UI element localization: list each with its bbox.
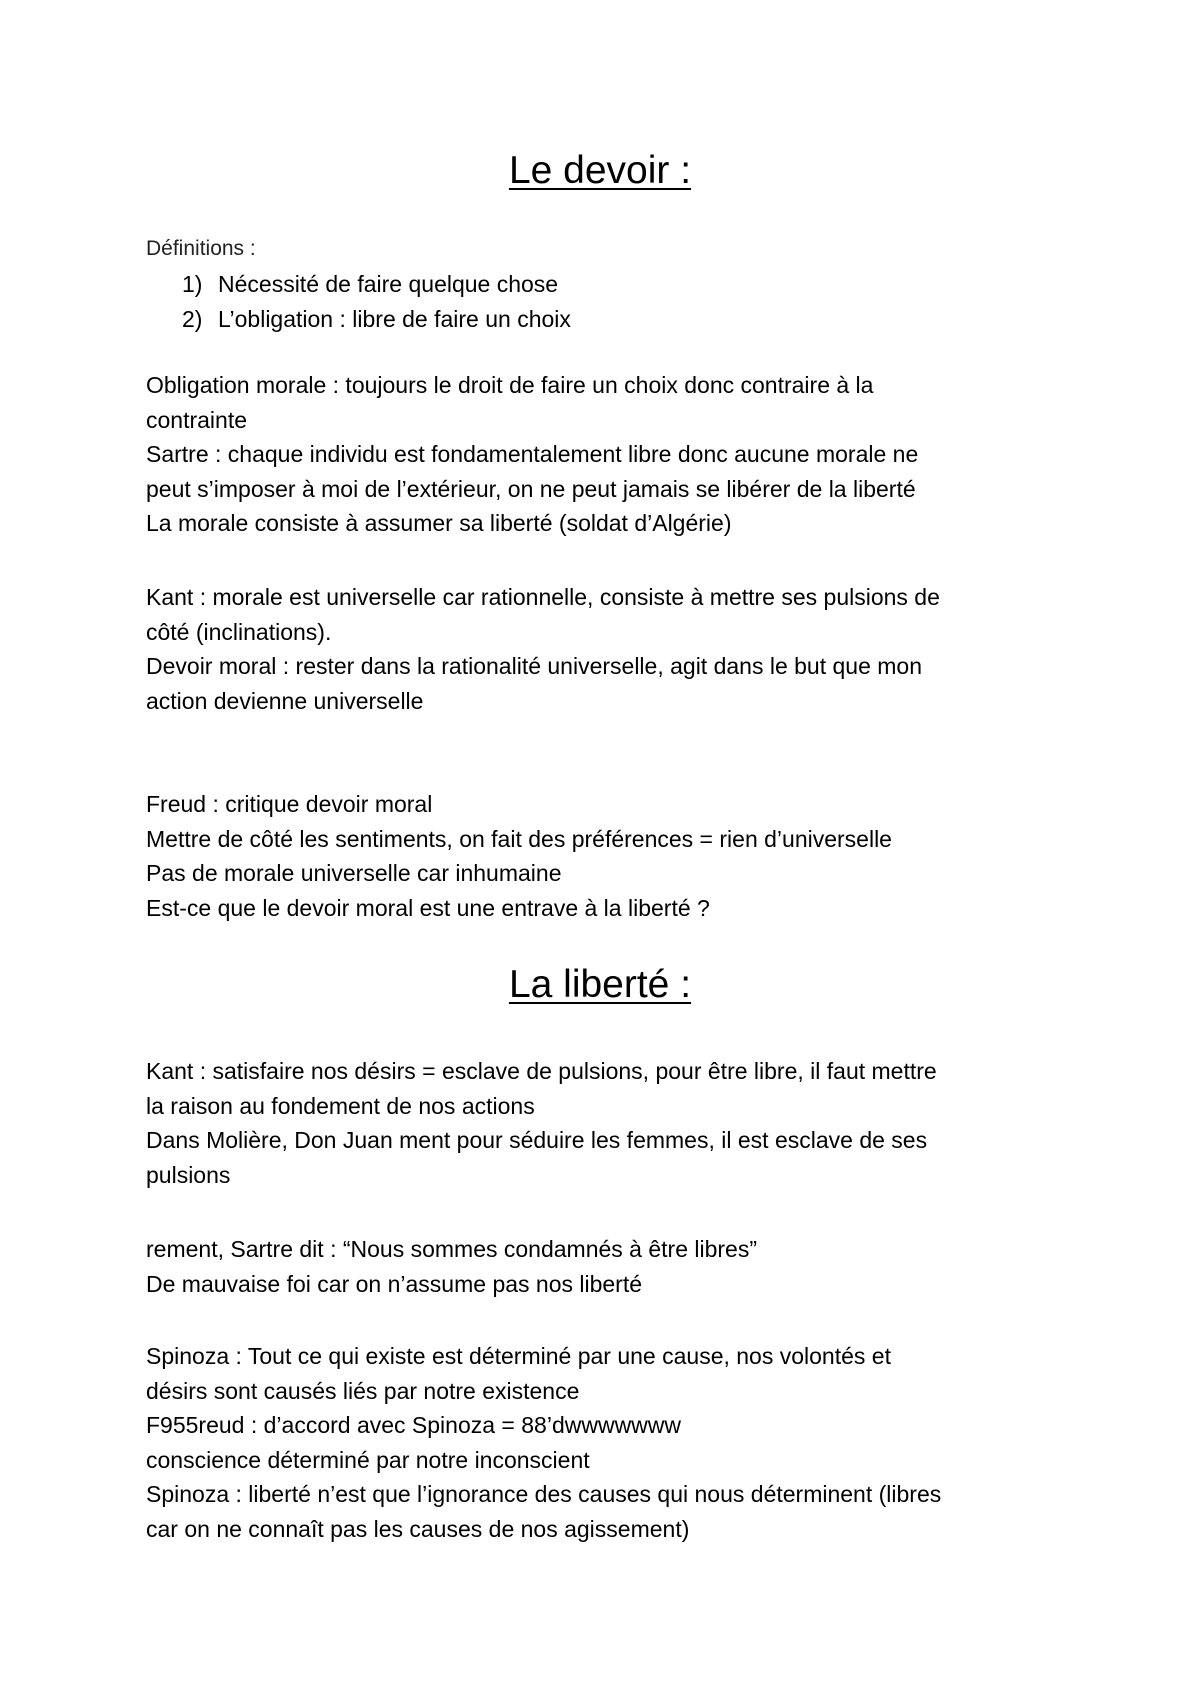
text-line: rement, Sartre dit : “Nous sommes condamnés à être libres” — [146, 1236, 758, 1262]
text-line: Mettre de côté les sentiments, on fait des préférences = rien d’universelle — [146, 825, 892, 852]
heading-la-liberte: La liberté : — [508, 963, 692, 1006]
text-line: La morale consiste à assumer sa liberté (soldat d’Algérie) — [146, 510, 732, 536]
text-line: Pas de morale universelle car inhumaine — [146, 860, 562, 886]
text-line: Obligation morale : toujours le droit de faire un choix donc contraire à la — [146, 372, 874, 398]
definitions-label: Définitions : — [146, 237, 256, 260]
paragraph-spinoza — [146, 1339, 1086, 1546]
list-item — [146, 302, 571, 337]
text-line: peut s’imposer à moi de l’extérieur, on ne peut jamais se libérer de la liberté — [146, 475, 916, 502]
text-line: désirs sont causés liés par notre existence — [146, 1377, 580, 1404]
text-line: conscience déterminé par notre inconscient — [146, 1446, 590, 1473]
text-line: pulsions — [146, 1161, 231, 1188]
text-line: F955reud : d’accord avec Spinoza = 88’dwwwwwww — [146, 1412, 682, 1438]
text-line: Kant : satisfaire nos désirs = esclave de pulsions, pour être libre, il faut mettre — [146, 1058, 937, 1084]
text-line: Sartre : chaque individu est fondamentalement libre donc aucune morale ne — [146, 441, 919, 467]
heading-le-devoir: Le devoir : — [508, 149, 692, 192]
text-line: Dans Molière, Don Juan ment pour séduire les femmes, il est esclave de ses — [146, 1127, 928, 1153]
text-line: Freud : critique devoir moral — [146, 791, 433, 817]
definitions-list — [146, 267, 571, 336]
text-line: Spinoza : Tout ce qui existe est déterminé par une cause, nos volontés et — [146, 1343, 891, 1369]
list-item-text: L’obligation : libre de faire un choix — [218, 305, 571, 332]
text-line: Kant : morale est universelle car rationnelle, consiste à mettre ses pulsions de — [146, 584, 940, 610]
paragraph-kant-liberte — [146, 1054, 1086, 1192]
list-item-text: Nécessité de faire quelque chose — [218, 271, 559, 297]
list-number: 2) — [182, 305, 203, 332]
paragraph-freud — [146, 787, 1086, 925]
text-line: Est-ce que le devoir moral est une entrave à la liberté ? — [146, 894, 710, 921]
paragraph-kant-devoir — [146, 580, 1086, 718]
text-line: contrainte — [146, 406, 248, 433]
paragraph-obligation-sartre — [146, 368, 1086, 541]
list-number: 1) — [182, 271, 203, 297]
text-line: la raison au fondement de nos actions — [146, 1092, 535, 1119]
paragraph-sartre-liberte — [146, 1232, 1086, 1301]
text-line: Spinoza : liberté n’est que l’ignorance des causes qui nous déterminent (libres — [146, 1481, 942, 1507]
text-line: côté (inclinations). — [146, 618, 332, 645]
text-line: De mauvaise foi car on n’assume pas nos liberté — [146, 1270, 643, 1297]
text-line: car on ne connaît pas les causes de nos agissement) — [146, 1515, 690, 1542]
list-item — [146, 267, 571, 302]
text-line: Devoir moral : rester dans la rationalité universelle, agit dans le but que mon — [146, 653, 923, 679]
text-line: action devienne universelle — [146, 687, 424, 714]
